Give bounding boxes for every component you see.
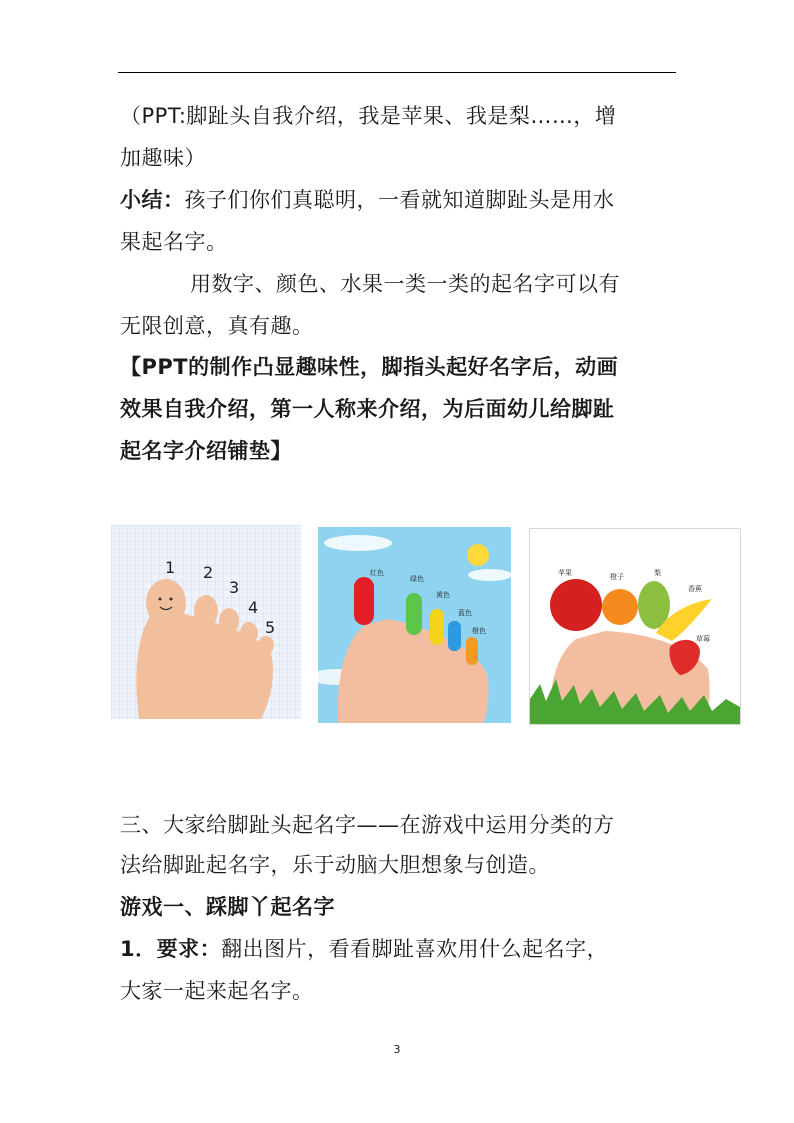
paragraph-ppt-intro-line1: （PPT:脚趾头自我介绍，我是苹果、我是梨……，增 (120, 104, 617, 128)
toe-number-5: 5 (265, 618, 276, 637)
color-label-blue: 蓝色 (458, 609, 472, 617)
section3-heading-line1: 三、大家给脚趾头起名字——在游戏中运用分类的方 (120, 813, 615, 837)
image-number-toes (111, 525, 301, 719)
page-number: 3 (393, 1043, 401, 1056)
summary-line2: 果起名字。 (120, 230, 228, 254)
color-label-red: 红色 (370, 569, 384, 577)
requirement-text: 翻出图片，看看脚趾喜欢用什么起名字， (221, 937, 609, 961)
fruit-label-banana: 香蕉 (688, 585, 702, 593)
summary-text: 孩子们你们真聪明，一看就知道脚趾头是用水 (184, 188, 615, 212)
summary-line1 (120, 185, 615, 215)
paragraph-creativity-line1: 用数字、颜色、水果一类一类的起名字可以有 (190, 272, 620, 296)
image-color-toes (318, 527, 511, 723)
summary-label: 小结： (120, 188, 185, 212)
requirement-line2: 大家一起来起名字。 (120, 979, 314, 1003)
toe-number-2: 2 (203, 563, 214, 582)
paragraph-ppt-intro-line2: 加趣味） (120, 146, 206, 170)
toe-number-1: 1 (165, 558, 176, 577)
note-line2: 效果自我介绍，第一人称来介绍，为后面幼儿给脚趾 (120, 397, 615, 421)
note-line3: 起名字介绍铺垫】 (120, 439, 292, 463)
fruit-label-pear: 梨 (654, 569, 661, 577)
color-label-green: 绿色 (410, 575, 424, 583)
requirement-line1 (120, 934, 608, 964)
image-fruit-toes (529, 528, 741, 725)
paragraph-creativity-line2: 无限创意，真有趣。 (120, 314, 314, 338)
color-label-yellow: 黄色 (436, 591, 450, 599)
requirement-label: 1．要求： (120, 937, 222, 961)
header-rule (118, 72, 676, 73)
game-title: 游戏一、踩脚丫起名字 (120, 895, 335, 919)
fruit-label-apple: 苹果 (558, 569, 572, 577)
color-label-orange: 橙色 (472, 627, 486, 635)
note-line1: 【PPT的制作凸显趣味性，脚指头起好名字后，动画 (120, 355, 619, 379)
fruit-label-strawberry: 草莓 (696, 635, 710, 643)
toe-number-3: 3 (229, 578, 240, 597)
fruit-label-orange: 橙子 (610, 573, 624, 581)
toe-number-4: 4 (248, 598, 259, 617)
section3-heading-line2: 法给脚趾起名字，乐于动脑大胆想象与创造。 (120, 853, 550, 877)
